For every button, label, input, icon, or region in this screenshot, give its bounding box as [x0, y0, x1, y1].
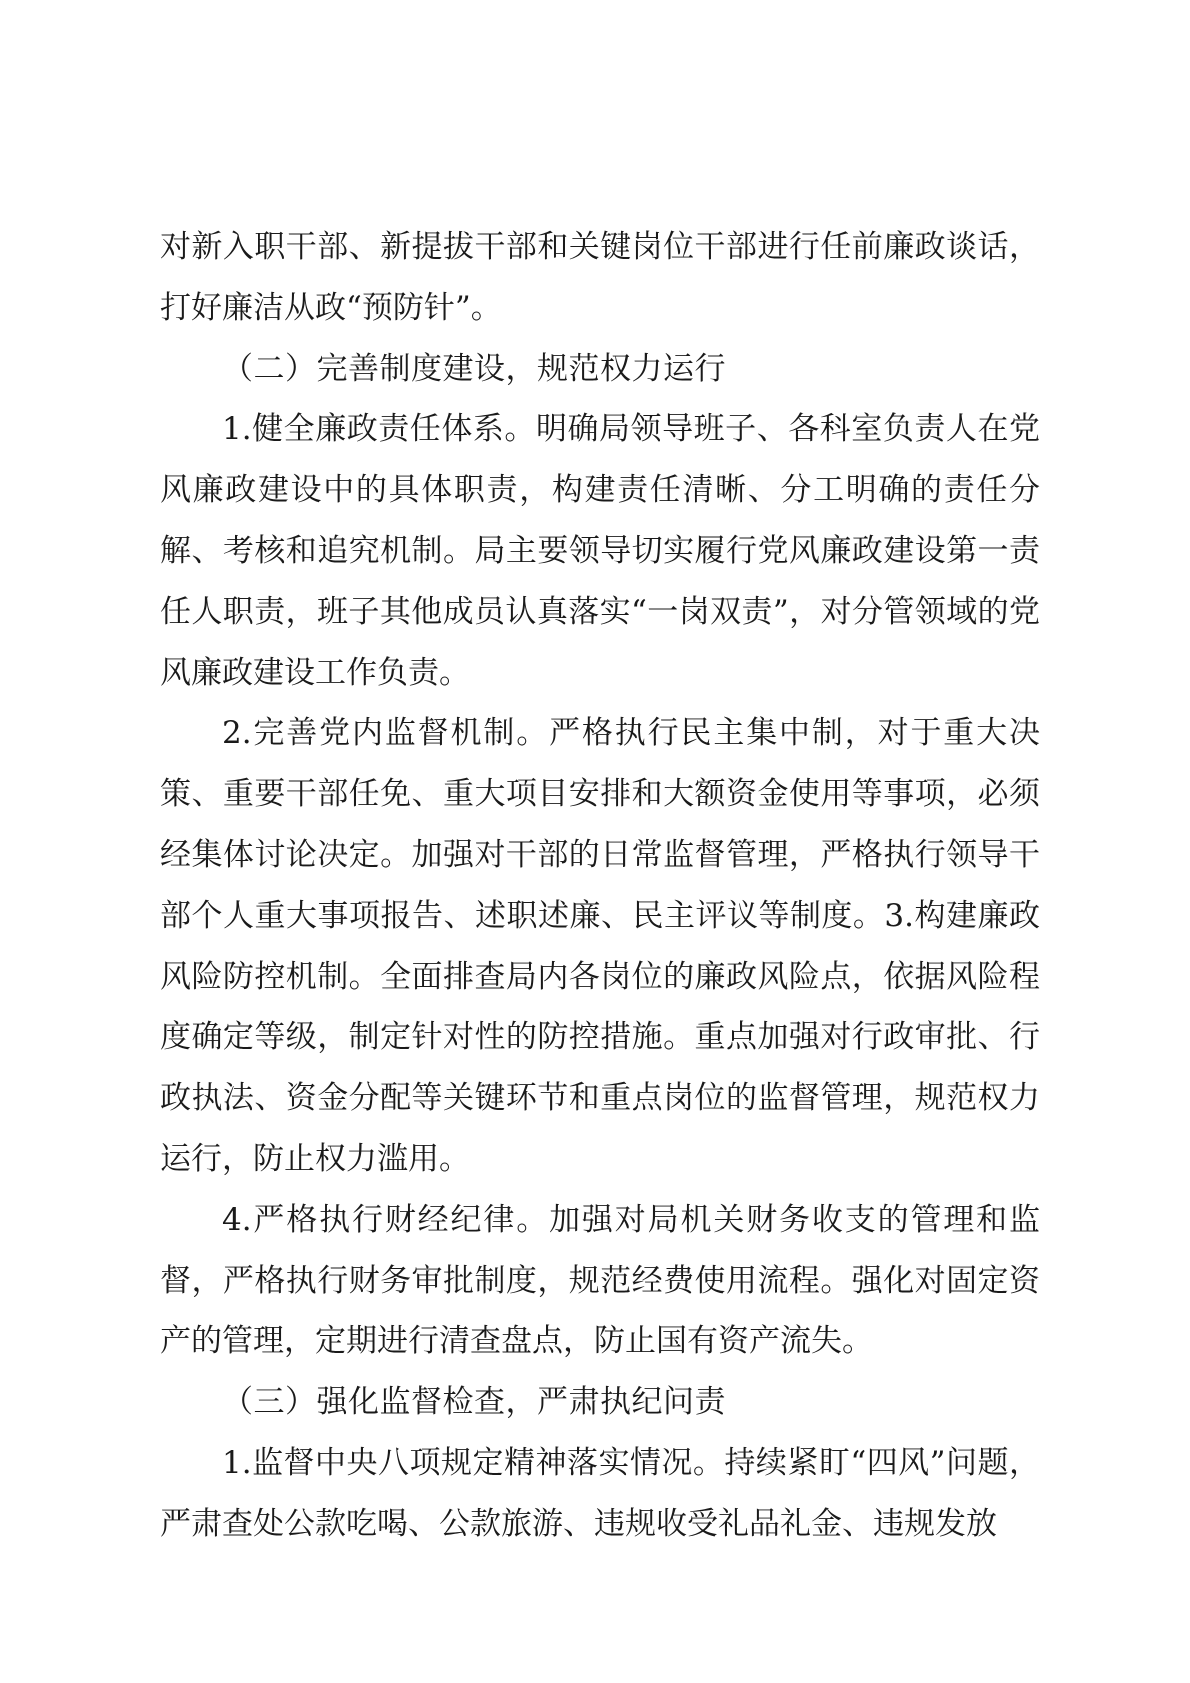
section-heading-2: （二）完善制度建设，规范权力运行: [222, 350, 726, 387]
section-heading-3: （三）强化监督检查，严肃执纪问责: [222, 1384, 726, 1421]
paragraph-item-1: 1.健全廉政责任体系。明确局领导班子、各科室负责人在党风廉政建设中的具体职责，构建责任清晰、分工明确的责任分解、考核和追究机制。局主要领导切实履行党风廉政建设第一责任人职责，班子其他成员认真落实“一岗双责”，对分管领域的党风廉政建设工作负责。: [160, 411, 1040, 691]
paragraph-item-3-1: 1.监督中央八项规定精神落实情况。持续紧盯“四风”问题，严肃查处公款吃喝、公款旅游、违规收受礼品礼金、违规发放: [160, 1444, 1040, 1542]
document-body: [160, 217, 1040, 1555]
paragraph-item-4: 4.严格执行财经纪律。加强对局机关财务收支的管理和监督，严格执行财务审批制度，规范经费使用流程。强化对固定资产的管理，定期进行清查盘点，防止国有资产流失。: [160, 1201, 1040, 1360]
paragraph-continuation: 对新入职干部、新提拔干部和关键岗位干部进行任前廉政谈话，打好廉洁从政“预防针”。: [160, 229, 1040, 326]
paragraph-item-2-3: 2.完善党内监督机制。严格执行民主集中制，对于重大决策、重要干部任免、重大项目安排和大额资金使用等事项，必须经集体讨论决定。加强对干部的日常监督管理，严格执行领导干部个人重大事项报告、述职述廉、民主评议等制度。3.构建廉政风险防控机制。全面排查局内各岗位的廉政风险点，依据风险程度确定等级，制定针对性的防控措施。重点加强对行政审批、行政执法、资金分配等关键环节和重点岗位的监督管理，规范权力运行，防止权力滥用。: [160, 715, 1040, 1177]
